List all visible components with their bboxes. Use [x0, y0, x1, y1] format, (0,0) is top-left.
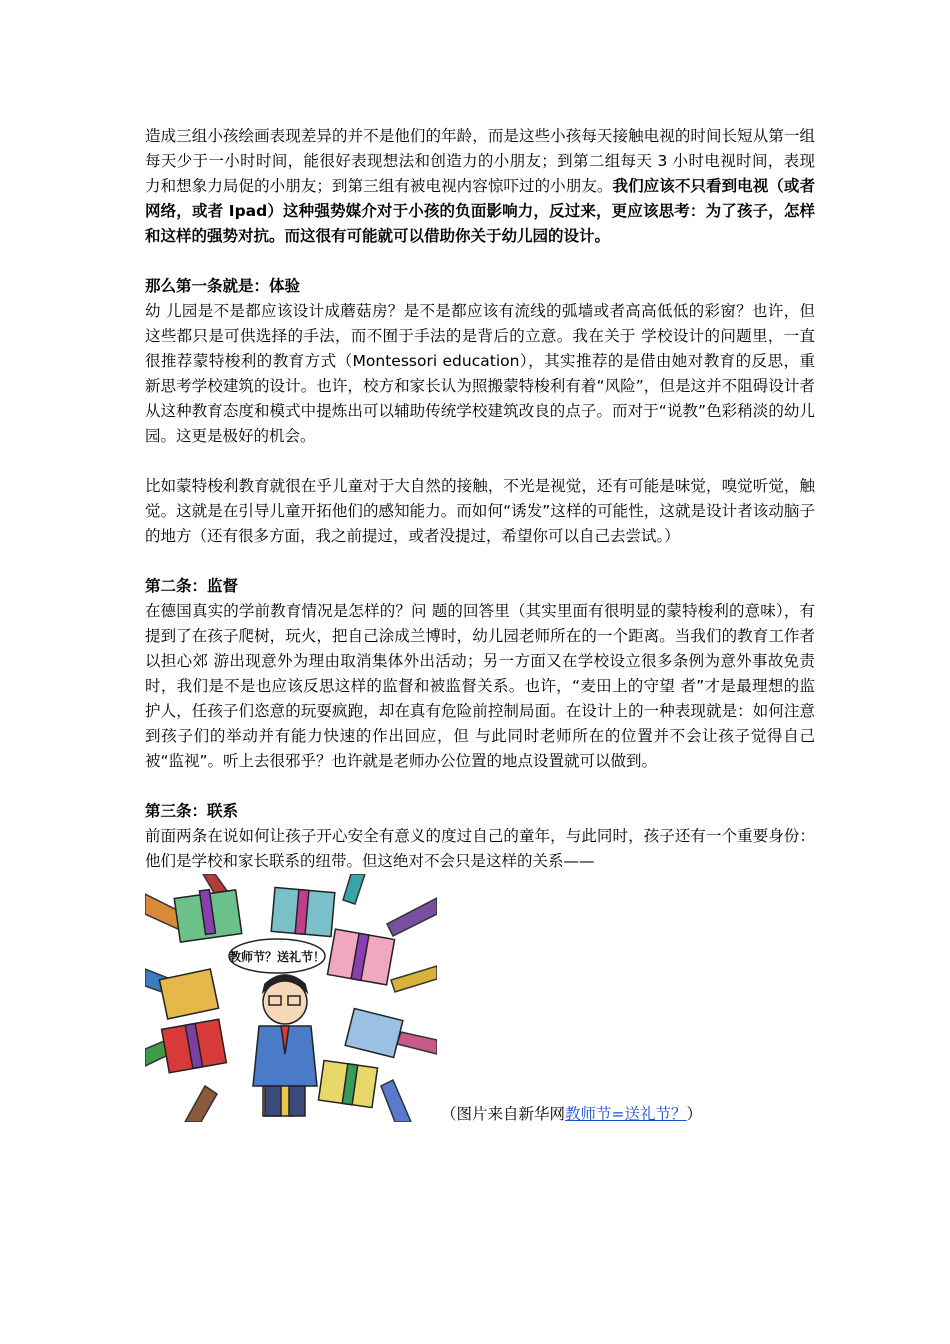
- document-body: [145, 124, 815, 1124]
- section-heading-supervision: 第二条：监督: [145, 577, 239, 595]
- paragraph-supervision: 在德国真实的学前教育情况是怎样的？问 题的回答里（其实里面有很明显的蒙特梭利的意味），有提到了在孩子爬树，玩火，把自己涂成兰博时，幼儿园老师所在的一个距离。当我们的教育工作者以担心郊 游出现意外为理由取消集体外出活动；另一方面又在学校设立很多条例为意外事故免责时，我们是不是也应该反思这样的监督和被监督关系。也许，“麦田上的守望 者”才是最理想的监护人，任孩子们恣意的玩耍疯跑，却在真有危险前控制局面。在设计上的一种表现就是：如何注意到孩子们的举动并有能力快速的作出回应，但 与此同时老师所在的位置并不会让孩子觉得自己被“监视”。听上去很邪乎？也许就是老师办公位置的地点设置就可以做到。: [145, 602, 815, 770]
- intro-bold-text: 我们应该不只看到电视（或者网络，或者 Ipad）这种强势媒介对于小孩的负面影响力，反过来，更应该思考：为了孩子，怎样和这样的强势对抗。而这很有可能就可以借助你关于幼儿园的设计。: [145, 177, 815, 245]
- paragraph-connection: 前面两条在说如何让孩子开心安全有意义的度过自己的童年，与此同时，孩子还有一个重要身份：他们是学校和家长联系的纽带。但这绝对不会只是这样的关系——: [145, 827, 815, 870]
- section-heading-connection: 第三条：联系: [145, 802, 239, 820]
- paragraph-experience-2: 比如蒙特梭利教育就很在乎儿童对于大自然的接触，不光是视觉，还有可能是味觉，嗅觉听觉，触觉。这就是在引导儿童开拓他们的感知能力。而如何“诱发”这样的可能性，这就是设计者该动脑子的地方（还有很多方面，我之前提过，或者没提过，希望你可以自己去尝试。）: [145, 477, 815, 545]
- teachers-day-gift-cartoon: [145, 874, 437, 1122]
- caption-suffix: ）: [686, 1105, 703, 1123]
- caption-prefix: （图片来自新华网: [441, 1105, 566, 1123]
- caption-link[interactable]: 教师节=送礼节？: [565, 1105, 687, 1123]
- figure-caption: [441, 1104, 702, 1124]
- section-heading-experience: 那么第一条就是：体验: [145, 277, 301, 295]
- intro-plain-text: 造成三组小孩绘画表现差异的并不是他们的年龄，而是这些小孩每天接触电视的时间长短从第一组每天少于一小时时间，能很好表现想法和创造力的小朋友；到第二组每天 3 小时电视时间，表现力和想象力局促的小朋友；到第三组有被电视内容惊吓过的小朋友。: [145, 127, 815, 195]
- intro-paragraph: [145, 124, 815, 249]
- paragraph-experience-1: 幼 儿园是不是都应该设计成蘑菇房？是不是都应该有流线的弧墙或者高高低低的彩窗？也许，但这些都只是可供选择的手法，而不囿于手法的是背后的立意。我在关于 学校设计的问题里，一直很推荐蒙特梭利的教育方式（Montessori education），其实推荐的是借由她对教育的反思，重新思考学校建筑的设计。也许，校方和家长认为照搬蒙特梭利有着“风险”，但是这并不阻碍设计者 从这种教育态度和模式中提炼出可以辅助传统学校建筑改良的点子。而对于“说教”色彩稍淡的幼儿园。这更是极好的机会。: [145, 302, 815, 445]
- bubble-text: 教师节？送礼节！: [228, 950, 326, 964]
